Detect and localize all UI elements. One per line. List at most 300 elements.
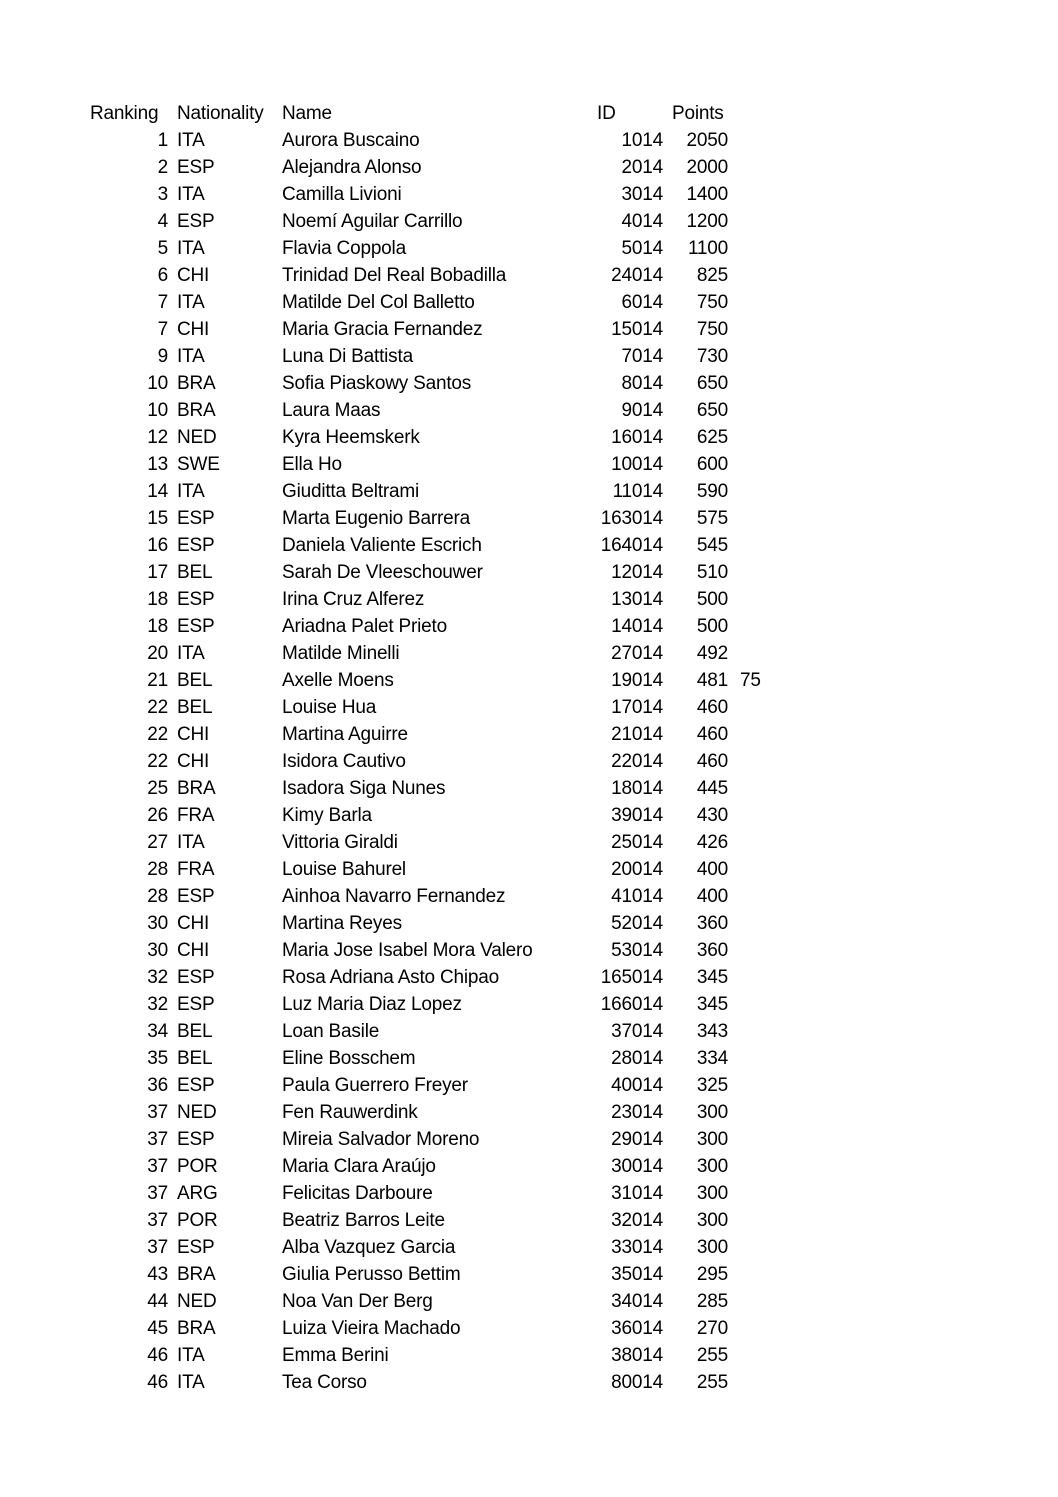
- cell-id: 11014: [612, 481, 663, 502]
- cell-points: 650: [696, 373, 728, 394]
- header-extra: [732, 100, 777, 127]
- cell-extra: [732, 289, 777, 316]
- cell-points: 343: [696, 1021, 728, 1042]
- cell-extra: [732, 505, 777, 532]
- table-row: [86, 1153, 777, 1180]
- cell-nationality: BRA: [177, 400, 216, 421]
- table-row: [86, 424, 777, 451]
- cell-extra: [732, 1018, 777, 1045]
- cell-points: 300: [696, 1210, 728, 1231]
- cell-nationality: ESP: [177, 157, 215, 178]
- cell-id: 53014: [611, 940, 663, 961]
- cell-extra: [732, 802, 777, 829]
- cell-extra: [732, 127, 777, 154]
- cell-nationality: ITA: [177, 643, 205, 664]
- cell-points: 500: [696, 616, 728, 637]
- cell-points: 430: [696, 805, 728, 826]
- cell-id: 15014: [611, 319, 663, 340]
- cell-ranking: 36: [147, 1075, 168, 1096]
- cell-id: 164014: [600, 535, 663, 556]
- cell-name: Camilla Livioni: [282, 184, 402, 205]
- cell-id: 35014: [611, 1264, 663, 1285]
- cell-name: Matilde Minelli: [282, 643, 400, 664]
- cell-points: 300: [696, 1129, 728, 1150]
- cell-nationality: BEL: [177, 1048, 213, 1069]
- cell-extra: [732, 532, 777, 559]
- cell-name: Alejandra Alonso: [282, 157, 422, 178]
- table-row: [86, 1369, 777, 1396]
- cell-ranking: 46: [147, 1345, 168, 1366]
- table-row: [86, 1180, 777, 1207]
- cell-ranking: 22: [147, 697, 168, 718]
- cell-extra: [732, 154, 777, 181]
- cell-ranking: 25: [147, 778, 168, 799]
- table-row: [86, 802, 777, 829]
- table-row: [86, 937, 777, 964]
- cell-extra: [732, 343, 777, 370]
- cell-nationality: ESP: [177, 967, 215, 988]
- cell-id: 36014: [611, 1318, 663, 1339]
- cell-nationality: ITA: [177, 1372, 205, 1393]
- table-row: [86, 397, 777, 424]
- cell-nationality: CHI: [177, 319, 210, 340]
- cell-extra: [732, 1099, 777, 1126]
- cell-nationality: CHI: [177, 751, 210, 772]
- cell-ranking: 1: [157, 130, 168, 151]
- cell-id: 28014: [611, 1048, 663, 1069]
- cell-extra: [732, 748, 777, 775]
- cell-extra: [732, 586, 777, 613]
- cell-points: 360: [696, 940, 728, 961]
- table-row: [86, 1288, 777, 1315]
- table-row: [86, 289, 777, 316]
- cell-ranking: 10: [147, 400, 168, 421]
- table-row: [86, 1099, 777, 1126]
- table-row: [86, 370, 777, 397]
- table-row: [86, 127, 777, 154]
- cell-points: 1400: [686, 184, 728, 205]
- cell-nationality: BRA: [177, 778, 216, 799]
- table-row: [86, 829, 777, 856]
- cell-nationality: BRA: [177, 373, 216, 394]
- cell-id: 6014: [621, 292, 663, 313]
- cell-ranking: 37: [147, 1210, 168, 1231]
- cell-id: 33014: [611, 1237, 663, 1258]
- cell-name: Louise Hua: [282, 697, 377, 718]
- cell-ranking: 27: [147, 832, 168, 853]
- cell-points: 481: [696, 670, 728, 691]
- cell-name: Maria Jose Isabel Mora Valero: [282, 940, 533, 961]
- cell-id: 32014: [611, 1210, 663, 1231]
- cell-name: Isidora Cautivo: [282, 751, 406, 772]
- cell-points: 255: [696, 1372, 728, 1393]
- cell-nationality: ITA: [177, 832, 205, 853]
- table-row: [86, 775, 777, 802]
- cell-name: Mireia Salvador Moreno: [282, 1129, 480, 1150]
- cell-id: 10014: [611, 454, 663, 475]
- table-row: [86, 181, 777, 208]
- cell-points: 590: [696, 481, 728, 502]
- header-name: Name: [282, 103, 332, 124]
- cell-extra: [732, 1288, 777, 1315]
- cell-nationality: ESP: [177, 508, 215, 529]
- cell-name: Emma Berini: [282, 1345, 389, 1366]
- cell-name: Ella Ho: [282, 454, 342, 475]
- cell-nationality: ITA: [177, 184, 205, 205]
- cell-points: 510: [696, 562, 728, 583]
- cell-ranking: 10: [147, 373, 168, 394]
- cell-points: 825: [696, 265, 728, 286]
- cell-points: 426: [696, 832, 728, 853]
- cell-ranking: 43: [147, 1264, 168, 1285]
- cell-extra: [732, 613, 777, 640]
- cell-extra: [732, 640, 777, 667]
- cell-name: Axelle Moens: [282, 670, 394, 691]
- cell-ranking: 37: [147, 1129, 168, 1150]
- cell-id: 37014: [611, 1021, 663, 1042]
- cell-nationality: ESP: [177, 211, 215, 232]
- cell-nationality: CHI: [177, 913, 210, 934]
- cell-id: 31014: [611, 1183, 663, 1204]
- cell-nationality: NED: [177, 427, 217, 448]
- cell-name: Fen Rauwerdink: [282, 1102, 418, 1123]
- header-id: ID: [597, 103, 616, 124]
- cell-ranking: 14: [147, 481, 168, 502]
- cell-nationality: ESP: [177, 616, 215, 637]
- cell-nationality: ITA: [177, 346, 205, 367]
- cell-nationality: ESP: [177, 589, 215, 610]
- table-row: [86, 586, 777, 613]
- cell-ranking: 4: [157, 211, 168, 232]
- cell-ranking: 3: [157, 184, 168, 205]
- cell-ranking: 2: [157, 157, 168, 178]
- cell-points: 345: [696, 994, 728, 1015]
- cell-extra: [732, 181, 777, 208]
- cell-ranking: 13: [147, 454, 168, 475]
- cell-nationality: BEL: [177, 697, 213, 718]
- cell-points: 460: [696, 697, 728, 718]
- table-row: [86, 532, 777, 559]
- cell-extra: [732, 370, 777, 397]
- cell-nationality: ITA: [177, 238, 205, 259]
- cell-ranking: 30: [147, 940, 168, 961]
- cell-name: Sarah De Vleeschouwer: [282, 562, 483, 583]
- table-row: [86, 694, 777, 721]
- cell-extra: [732, 478, 777, 505]
- cell-points: 1100: [687, 238, 728, 259]
- cell-id: 9014: [621, 400, 663, 421]
- cell-ranking: 44: [147, 1291, 168, 1312]
- cell-extra: [732, 1207, 777, 1234]
- cell-id: 24014: [611, 265, 663, 286]
- cell-extra: [732, 721, 777, 748]
- table-row: [86, 856, 777, 883]
- cell-nationality: BEL: [177, 1021, 213, 1042]
- cell-extra: [732, 1072, 777, 1099]
- table-row: [86, 613, 777, 640]
- header-ranking: Ranking: [90, 103, 159, 124]
- cell-ranking: 35: [147, 1048, 168, 1069]
- cell-nationality: SWE: [177, 454, 220, 475]
- cell-name: Marta Eugenio Barrera: [282, 508, 471, 529]
- document-page: [86, 100, 777, 1396]
- table-row: [86, 343, 777, 370]
- table-row: [86, 1342, 777, 1369]
- cell-ranking: 37: [147, 1156, 168, 1177]
- cell-ranking: 28: [147, 859, 168, 880]
- cell-ranking: 37: [147, 1183, 168, 1204]
- cell-id: 39014: [611, 805, 663, 826]
- cell-ranking: 37: [147, 1237, 168, 1258]
- cell-ranking: 32: [147, 967, 168, 988]
- cell-points: 400: [696, 886, 728, 907]
- cell-id: 5014: [621, 238, 663, 259]
- cell-nationality: ITA: [177, 292, 205, 313]
- cell-name: Loan Basile: [282, 1021, 380, 1042]
- table-row: [86, 262, 777, 289]
- cell-id: 40014: [611, 1075, 663, 1096]
- cell-nationality: POR: [177, 1210, 218, 1231]
- table-row: [86, 883, 777, 910]
- cell-points: 730: [696, 346, 728, 367]
- cell-id: 2014: [621, 157, 663, 178]
- table-row: [86, 910, 777, 937]
- cell-points: 325: [696, 1075, 728, 1096]
- cell-extra: [732, 397, 777, 424]
- cell-nationality: ARG: [177, 1183, 218, 1204]
- cell-points: 255: [696, 1345, 728, 1366]
- cell-points: 460: [696, 751, 728, 772]
- cell-points: 600: [696, 454, 728, 475]
- cell-name: Luz Maria Diaz Lopez: [282, 994, 462, 1015]
- cell-ranking: 34: [147, 1021, 168, 1042]
- cell-nationality: ITA: [177, 481, 205, 502]
- cell-nationality: CHI: [177, 940, 210, 961]
- cell-nationality: NED: [177, 1102, 217, 1123]
- cell-extra: [732, 1261, 777, 1288]
- cell-ranking: 6: [157, 265, 168, 286]
- header-points: Points: [672, 103, 724, 124]
- cell-name: Luiza Vieira Machado: [282, 1318, 461, 1339]
- cell-id: 22014: [611, 751, 663, 772]
- cell-ranking: 28: [147, 886, 168, 907]
- cell-nationality: ESP: [177, 886, 215, 907]
- cell-extra: [732, 991, 777, 1018]
- table-row: [86, 451, 777, 478]
- table-row: [86, 1261, 777, 1288]
- header-row: [86, 100, 777, 127]
- cell-ranking: 45: [147, 1318, 168, 1339]
- cell-name: Maria Gracia Fernandez: [282, 319, 483, 340]
- table-row: [86, 235, 777, 262]
- cell-extra: [732, 910, 777, 937]
- cell-nationality: ESP: [177, 1129, 215, 1150]
- cell-ranking: 7: [157, 319, 168, 340]
- ranking-table: [86, 100, 777, 1396]
- cell-name: Sofia Piaskowy Santos: [282, 373, 472, 394]
- cell-ranking: 17: [147, 562, 168, 583]
- cell-ranking: 16: [147, 535, 168, 556]
- cell-ranking: 5: [157, 238, 168, 259]
- cell-ranking: 15: [147, 508, 168, 529]
- cell-extra: 75: [740, 670, 761, 691]
- cell-name: Vittoria Giraldi: [282, 832, 398, 853]
- cell-nationality: ESP: [177, 535, 215, 556]
- cell-nationality: BRA: [177, 1318, 216, 1339]
- cell-id: 38014: [611, 1345, 663, 1366]
- cell-points: 285: [696, 1291, 728, 1312]
- cell-name: Luna Di Battista: [282, 346, 413, 367]
- cell-nationality: ITA: [177, 1345, 205, 1366]
- cell-extra: [732, 1126, 777, 1153]
- cell-extra: [732, 775, 777, 802]
- cell-name: Flavia Coppola: [282, 238, 406, 259]
- cell-points: 270: [696, 1318, 728, 1339]
- table-body: [86, 127, 777, 1396]
- cell-points: 625: [696, 427, 728, 448]
- cell-nationality: BEL: [177, 670, 213, 691]
- table-row: [86, 208, 777, 235]
- cell-extra: [732, 1045, 777, 1072]
- cell-id: 30014: [611, 1156, 663, 1177]
- cell-extra: [732, 262, 777, 289]
- cell-points: 400: [696, 859, 728, 880]
- cell-ranking: 21: [147, 670, 168, 691]
- cell-id: 3014: [621, 184, 663, 205]
- cell-name: Louise Bahurel: [282, 859, 406, 880]
- cell-points: 650: [696, 400, 728, 421]
- cell-extra: [732, 964, 777, 991]
- cell-id: 163014: [600, 508, 663, 529]
- table-row: [86, 154, 777, 181]
- cell-name: Ariadna Palet Prieto: [282, 616, 447, 637]
- cell-points: 460: [696, 724, 728, 745]
- cell-id: 17014: [611, 697, 663, 718]
- cell-points: 2000: [686, 157, 728, 178]
- cell-nationality: NED: [177, 1291, 217, 1312]
- table-row: [86, 640, 777, 667]
- cell-name: Daniela Valiente Escrich: [282, 535, 482, 556]
- cell-ranking: 32: [147, 994, 168, 1015]
- cell-name: Felicitas Darboure: [282, 1183, 433, 1204]
- cell-points: 500: [696, 589, 728, 610]
- cell-id: 16014: [611, 427, 663, 448]
- cell-name: Matilde Del Col Balletto: [282, 292, 475, 313]
- cell-ranking: 46: [147, 1372, 168, 1393]
- cell-id: 166014: [600, 994, 663, 1015]
- table-row: [86, 1045, 777, 1072]
- cell-name: Alba Vazquez Garcia: [282, 1237, 456, 1258]
- cell-id: 8014: [621, 373, 663, 394]
- cell-name: Martina Aguirre: [282, 724, 408, 745]
- cell-nationality: ESP: [177, 1075, 215, 1096]
- cell-ranking: 22: [147, 751, 168, 772]
- cell-name: Trinidad Del Real Bobadilla: [282, 265, 507, 286]
- cell-points: 492: [696, 643, 728, 664]
- cell-ranking: 18: [147, 589, 168, 610]
- cell-points: 545: [696, 535, 728, 556]
- cell-nationality: BEL: [177, 562, 213, 583]
- cell-extra: [732, 694, 777, 721]
- cell-points: 575: [696, 508, 728, 529]
- cell-nationality: ESP: [177, 994, 215, 1015]
- table-row: [86, 478, 777, 505]
- table-row: [86, 667, 777, 694]
- cell-name: Aurora Buscaino: [282, 130, 420, 151]
- cell-id: 25014: [611, 832, 663, 853]
- cell-extra: [732, 1234, 777, 1261]
- cell-id: 13014: [611, 589, 663, 610]
- table-row: [86, 1207, 777, 1234]
- cell-nationality: POR: [177, 1156, 218, 1177]
- cell-points: 360: [696, 913, 728, 934]
- cell-name: Eline Bosschem: [282, 1048, 416, 1069]
- cell-id: 165014: [600, 967, 663, 988]
- cell-points: 300: [696, 1102, 728, 1123]
- cell-nationality: CHI: [177, 265, 210, 286]
- table-row: [86, 991, 777, 1018]
- cell-points: 445: [696, 778, 728, 799]
- table-row: [86, 748, 777, 775]
- table-row: [86, 1315, 777, 1342]
- cell-nationality: FRA: [177, 859, 215, 880]
- cell-extra: [732, 235, 777, 262]
- cell-id: 41014: [611, 886, 663, 907]
- cell-name: Isadora Siga Nunes: [282, 778, 446, 799]
- table-row: [86, 1126, 777, 1153]
- cell-name: Kimy Barla: [282, 805, 372, 826]
- cell-id: 12014: [611, 562, 663, 583]
- cell-ranking: 9: [157, 346, 168, 367]
- cell-nationality: ESP: [177, 1237, 215, 1258]
- cell-ranking: 26: [147, 805, 168, 826]
- cell-ranking: 37: [147, 1102, 168, 1123]
- cell-id: 29014: [611, 1129, 663, 1150]
- cell-id: 20014: [611, 859, 663, 880]
- cell-name: Rosa Adriana Asto Chipao: [282, 967, 500, 988]
- cell-id: 27014: [611, 643, 663, 664]
- cell-name: Kyra Heemskerk: [282, 427, 420, 448]
- cell-id: 18014: [611, 778, 663, 799]
- cell-id: 23014: [611, 1102, 663, 1123]
- table-row: [86, 964, 777, 991]
- cell-nationality: FRA: [177, 805, 215, 826]
- cell-nationality: ITA: [177, 130, 205, 151]
- cell-extra: [732, 1342, 777, 1369]
- cell-ranking: 30: [147, 913, 168, 934]
- cell-extra: [732, 1180, 777, 1207]
- cell-extra: [732, 1315, 777, 1342]
- cell-points: 300: [696, 1237, 728, 1258]
- cell-points: 334: [696, 1048, 728, 1069]
- cell-name: Irina Cruz Alferez: [282, 589, 425, 610]
- cell-points: 750: [696, 292, 728, 313]
- cell-points: 345: [696, 967, 728, 988]
- cell-id: 4014: [621, 211, 663, 232]
- cell-name: Giuditta Beltrami: [282, 481, 420, 502]
- table-row: [86, 721, 777, 748]
- cell-ranking: 20: [147, 643, 168, 664]
- cell-extra: [732, 829, 777, 856]
- cell-points: 1200: [686, 211, 728, 232]
- cell-name: Beatriz Barros Leite: [282, 1210, 445, 1231]
- cell-name: Tea Corso: [282, 1372, 367, 1393]
- cell-name: Ainhoa Navarro Fernandez: [282, 886, 506, 907]
- cell-name: Martina Reyes: [282, 913, 402, 934]
- table-row: [86, 1234, 777, 1261]
- cell-points: 300: [696, 1183, 728, 1204]
- header-nationality: Nationality: [177, 103, 264, 124]
